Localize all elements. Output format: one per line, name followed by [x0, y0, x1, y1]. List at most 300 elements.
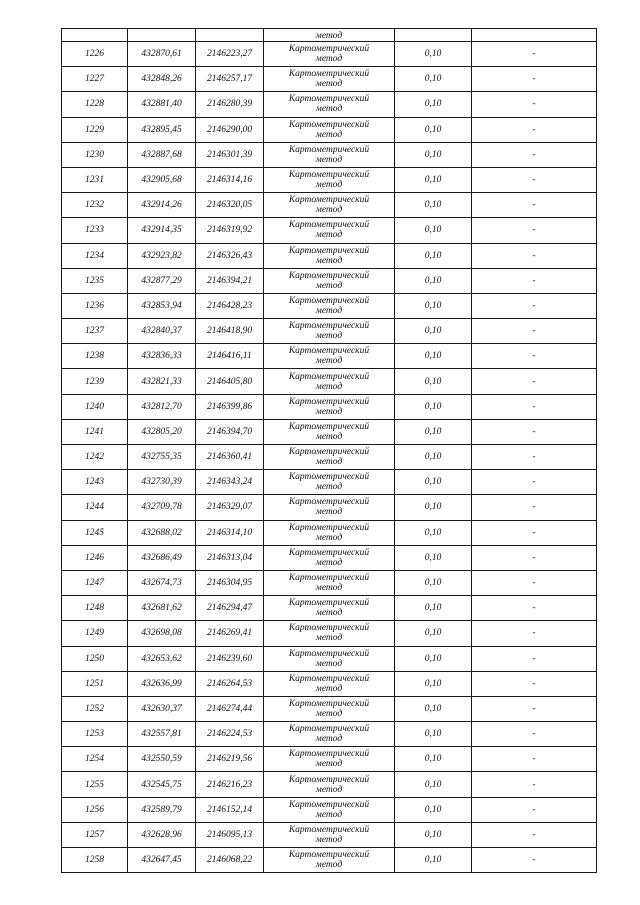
method-line1: Картометрический: [288, 824, 370, 835]
cell-accuracy: 0,10: [395, 495, 472, 520]
cell-x: [128, 29, 196, 42]
cell-description: -: [472, 545, 597, 570]
method-line1: Картометрический: [288, 195, 370, 206]
cell-y: 2146239,60: [196, 646, 264, 671]
cell-method: метод: [264, 29, 395, 42]
cell-y: 2146399,86: [196, 394, 264, 419]
cell-x: 432853,94: [128, 293, 196, 318]
method-line1: Картометрический: [288, 447, 370, 458]
cell-description: -: [472, 243, 597, 268]
table-row: [62, 344, 597, 369]
cell-y: 2146219,56: [196, 747, 264, 772]
method-line2: метод: [315, 683, 343, 694]
cell-method: [264, 167, 395, 192]
cell-x: 432905,68: [128, 167, 196, 192]
cell-num: 1257: [62, 822, 128, 847]
cell-num: 1246: [62, 545, 128, 570]
method-line2: метод: [315, 583, 343, 594]
cell-accuracy: 0,10: [395, 142, 472, 167]
method-line1: Картометрический: [288, 270, 370, 281]
cell-accuracy: 0,10: [395, 520, 472, 545]
cell-num: 1239: [62, 369, 128, 394]
method-line2: метод: [315, 154, 343, 165]
cell-x: 432550,59: [128, 747, 196, 772]
method-line2: метод: [315, 129, 343, 140]
cell-accuracy: 0,10: [395, 369, 472, 394]
cell-num: 1229: [62, 117, 128, 142]
cell-num: 1230: [62, 142, 128, 167]
cell-y: 2146095,13: [196, 822, 264, 847]
table-row: [62, 42, 597, 67]
method-line1: Картометрический: [288, 44, 370, 55]
cell-description: -: [472, 419, 597, 444]
cell-y: 2146290,00: [196, 117, 264, 142]
cell-method: [264, 520, 395, 545]
method-line1: Картометрический: [288, 673, 370, 684]
cell-accuracy: 0,10: [395, 293, 472, 318]
cell-x: 432870,61: [128, 42, 196, 67]
method-line2: метод: [315, 759, 343, 770]
cell-x: 432755,35: [128, 445, 196, 470]
cell-description: -: [472, 848, 597, 873]
cell-accuracy: 0,10: [395, 696, 472, 721]
cell-num: 1251: [62, 671, 128, 696]
cell-y: 2146152,14: [196, 797, 264, 822]
cell-method: [264, 419, 395, 444]
cell-x: 432895,45: [128, 117, 196, 142]
cell-num: 1228: [62, 92, 128, 117]
table-row: [62, 797, 597, 822]
method-line1: Картометрический: [288, 547, 370, 558]
cell-y: 2146314,10: [196, 520, 264, 545]
cell-y: 2146274,44: [196, 696, 264, 721]
method-line1: Картометрический: [288, 346, 370, 357]
cell-x: 432688,02: [128, 520, 196, 545]
method-line2: метод: [315, 406, 343, 417]
cell-description: -: [472, 92, 597, 117]
cell-description: -: [472, 797, 597, 822]
table-row: [62, 293, 597, 318]
cell-accuracy: 0,10: [395, 621, 472, 646]
method-line2: метод: [315, 305, 343, 316]
cell-y: 2146294,47: [196, 596, 264, 621]
cell-y: 2146216,23: [196, 772, 264, 797]
cell-accuracy: 0,10: [395, 545, 472, 570]
table-row: [62, 671, 597, 696]
cell-y: 2146257,17: [196, 67, 264, 92]
method-line2: метод: [315, 457, 343, 468]
cell-accuracy: 0,10: [395, 67, 472, 92]
method-line1: Картометрический: [288, 799, 370, 810]
cell-accuracy: 0,10: [395, 419, 472, 444]
cell-method: [264, 344, 395, 369]
method-line2: метод: [315, 809, 343, 820]
table-row: [62, 394, 597, 419]
cell-description: -: [472, 268, 597, 293]
cell-accuracy: 0,10: [395, 319, 472, 344]
cell-accuracy: 0,10: [395, 42, 472, 67]
method-line2: метод: [315, 633, 343, 644]
coordinates-table-body: [62, 29, 597, 873]
cell-num: 1231: [62, 167, 128, 192]
cell-x: 432681,62: [128, 596, 196, 621]
cell-method: [264, 747, 395, 772]
method-line2: метод: [315, 431, 343, 442]
cell-description: -: [472, 520, 597, 545]
cell-description: -: [472, 167, 597, 192]
cell-description: -: [472, 470, 597, 495]
method-line1: Картометрический: [288, 321, 370, 332]
cell-num: 1227: [62, 67, 128, 92]
cell-x: 432698,08: [128, 621, 196, 646]
cell-accuracy: 0,10: [395, 822, 472, 847]
cell-method: [264, 445, 395, 470]
cell-method: [264, 117, 395, 142]
table-row: [62, 596, 597, 621]
cell-accuracy: 0,10: [395, 445, 472, 470]
method-line2: метод: [315, 557, 343, 568]
cell-description: -: [472, 394, 597, 419]
cell-y: 2146326,43: [196, 243, 264, 268]
table-row: [62, 570, 597, 595]
cell-method: [264, 243, 395, 268]
method-line1: Картометрический: [288, 295, 370, 306]
cell-description: -: [472, 293, 597, 318]
cell-accuracy: 0,10: [395, 92, 472, 117]
cell-y: 2146301,39: [196, 142, 264, 167]
cell-y: 2146280,39: [196, 92, 264, 117]
cell-x: 432812,70: [128, 394, 196, 419]
method-line1: Картометрический: [288, 850, 370, 861]
cell-description: -: [472, 671, 597, 696]
cell-y: 2146418,90: [196, 319, 264, 344]
method-line2: метод: [315, 180, 343, 191]
cell-method: [264, 671, 395, 696]
table-row: [62, 419, 597, 444]
cell-num: 1252: [62, 696, 128, 721]
cell-accuracy: 0,10: [395, 470, 472, 495]
method-line2: метод: [315, 331, 343, 342]
table-row: [62, 495, 597, 520]
cell-x: 432805,20: [128, 419, 196, 444]
method-line1: Картометрический: [288, 522, 370, 533]
cell-accuracy: 0,10: [395, 117, 472, 142]
cell-description: -: [472, 646, 597, 671]
method-line1: Картометрический: [288, 497, 370, 508]
cell-x: 432630,37: [128, 696, 196, 721]
cell-accuracy: 0,10: [395, 344, 472, 369]
cell-method: [264, 722, 395, 747]
cell-x: 432836,33: [128, 344, 196, 369]
method-line1: Картометрический: [288, 69, 370, 80]
cell-accuracy: 0,10: [395, 193, 472, 218]
cell-y: 2146343,24: [196, 470, 264, 495]
cell-num: 1236: [62, 293, 128, 318]
cell-accuracy: 0,10: [395, 747, 472, 772]
method-line1: Картометрический: [288, 421, 370, 432]
cell-y: 2146068,22: [196, 848, 264, 873]
method-line1: Картометрический: [288, 371, 370, 382]
method-line2: метод: [315, 532, 343, 543]
cell-num: 1254: [62, 747, 128, 772]
cell-accuracy: 0,10: [395, 596, 472, 621]
cell-x: 432877,29: [128, 268, 196, 293]
cell-y: 2146313,04: [196, 545, 264, 570]
cell-description: -: [472, 193, 597, 218]
method-line2: метод: [315, 255, 343, 266]
method-line2: метод: [315, 482, 343, 493]
method-line1: Картометрический: [288, 94, 370, 105]
cell-num: 1250: [62, 646, 128, 671]
cell-num: 1256: [62, 797, 128, 822]
cell-method: [264, 495, 395, 520]
cell-num: 1234: [62, 243, 128, 268]
table-row: [62, 193, 597, 218]
cell-accuracy: 0,10: [395, 646, 472, 671]
cell-description: -: [472, 772, 597, 797]
cell-description: -: [472, 621, 597, 646]
table-row: [62, 696, 597, 721]
cell-y: 2146264,53: [196, 671, 264, 696]
method-line1: Картометрический: [288, 749, 370, 760]
cell-method: [264, 646, 395, 671]
method-line1: Картометрический: [288, 170, 370, 181]
cell-num: 1226: [62, 42, 128, 67]
table-row: [62, 545, 597, 570]
cell-x: 432914,26: [128, 193, 196, 218]
cell-method: [264, 319, 395, 344]
cell-method: [264, 92, 395, 117]
cell-description: [472, 29, 597, 42]
cell-x: 432589,79: [128, 797, 196, 822]
cell-num: 1245: [62, 520, 128, 545]
cell-accuracy: 0,10: [395, 268, 472, 293]
cell-method: [264, 570, 395, 595]
cell-description: -: [472, 117, 597, 142]
cell-accuracy: 0,10: [395, 243, 472, 268]
method-line1: Картометрический: [288, 623, 370, 634]
cell-x: 432674,73: [128, 570, 196, 595]
cell-method: [264, 293, 395, 318]
table-row: [62, 470, 597, 495]
cell-accuracy: 0,10: [395, 722, 472, 747]
cell-description: -: [472, 696, 597, 721]
cell-x: 432545,75: [128, 772, 196, 797]
cell-description: -: [472, 319, 597, 344]
cell-accuracy: 0,10: [395, 848, 472, 873]
cell-method: [264, 218, 395, 243]
table-row: [62, 520, 597, 545]
cell-method: [264, 696, 395, 721]
method-line2: метод: [315, 834, 343, 845]
cell-x: 432914,35: [128, 218, 196, 243]
cell-num: 1244: [62, 495, 128, 520]
cell-description: -: [472, 570, 597, 595]
method-line2: метод: [315, 205, 343, 216]
method-line2: метод: [315, 658, 343, 669]
cell-y: 2146329,07: [196, 495, 264, 520]
table-row: [62, 117, 597, 142]
cell-y: 2146394,21: [196, 268, 264, 293]
cell-y: 2146304,95: [196, 570, 264, 595]
cell-num: 1249: [62, 621, 128, 646]
cell-accuracy: 0,10: [395, 218, 472, 243]
cell-x: 432686,49: [128, 545, 196, 570]
cell-method: [264, 848, 395, 873]
table-row: [62, 142, 597, 167]
table-row: [62, 167, 597, 192]
cell-description: -: [472, 369, 597, 394]
table-row: [62, 848, 597, 873]
cell-x: 432557,81: [128, 722, 196, 747]
cell-num: 1255: [62, 772, 128, 797]
cell-y: 2146224,53: [196, 722, 264, 747]
cell-num: 1258: [62, 848, 128, 873]
table-row: [62, 268, 597, 293]
method-line1: Картометрический: [288, 573, 370, 584]
table-row: [62, 92, 597, 117]
cell-num: 1247: [62, 570, 128, 595]
method-line1: Картометрический: [288, 396, 370, 407]
method-line2: метод: [315, 507, 343, 518]
cell-method: [264, 822, 395, 847]
method-line2: метод: [315, 381, 343, 392]
table-row: [62, 243, 597, 268]
table-row: [62, 369, 597, 394]
method-line2: метод: [315, 608, 343, 619]
cell-method: [264, 42, 395, 67]
cell-num: 1240: [62, 394, 128, 419]
cell-num: 1237: [62, 319, 128, 344]
cell-num: 1248: [62, 596, 128, 621]
cell-y: 2146405,80: [196, 369, 264, 394]
method-line1: Картометрический: [288, 598, 370, 609]
cell-x: 432647,45: [128, 848, 196, 873]
cell-num: 1233: [62, 218, 128, 243]
cell-x: 432848,26: [128, 67, 196, 92]
cell-x: 432887,68: [128, 142, 196, 167]
cell-x: 432840,37: [128, 319, 196, 344]
cell-y: 2146428,23: [196, 293, 264, 318]
method-line1: Картометрический: [288, 774, 370, 785]
cell-x: 432923,82: [128, 243, 196, 268]
cell-x: 432730,39: [128, 470, 196, 495]
cell-description: -: [472, 822, 597, 847]
table-row: [62, 772, 597, 797]
cell-accuracy: [395, 29, 472, 42]
table-row: [62, 621, 597, 646]
cell-method: [264, 545, 395, 570]
method-line2: метод: [315, 734, 343, 745]
table-row: [62, 218, 597, 243]
table-row: [62, 722, 597, 747]
cell-accuracy: 0,10: [395, 570, 472, 595]
cell-description: -: [472, 722, 597, 747]
cell-accuracy: 0,10: [395, 671, 472, 696]
cell-x: 432628,96: [128, 822, 196, 847]
method-line2: метод: [315, 230, 343, 241]
cell-accuracy: 0,10: [395, 394, 472, 419]
cell-num: 1235: [62, 268, 128, 293]
cell-method: [264, 369, 395, 394]
cell-method: [264, 67, 395, 92]
table-row: [62, 646, 597, 671]
cell-y: 2146394,70: [196, 419, 264, 444]
cell-y: 2146223,27: [196, 42, 264, 67]
cell-description: -: [472, 495, 597, 520]
method-line1: Картометрический: [288, 648, 370, 659]
cell-num: 1253: [62, 722, 128, 747]
cell-num: 1242: [62, 445, 128, 470]
cell-method: [264, 596, 395, 621]
cell-description: -: [472, 142, 597, 167]
cell-method: [264, 470, 395, 495]
method-line2: метод: [315, 784, 343, 795]
table-row: [62, 445, 597, 470]
cell-accuracy: 0,10: [395, 772, 472, 797]
cell-num: 1243: [62, 470, 128, 495]
cell-x: 432881,40: [128, 92, 196, 117]
cell-num: 1232: [62, 193, 128, 218]
cell-description: -: [472, 445, 597, 470]
cell-y: 2146269,41: [196, 621, 264, 646]
method-line2: метод: [315, 708, 343, 719]
method-line2: метод: [315, 280, 343, 291]
cell-method: [264, 268, 395, 293]
method-line2: метод: [315, 79, 343, 90]
table-row: [62, 747, 597, 772]
cell-description: -: [472, 218, 597, 243]
cell-description: -: [472, 67, 597, 92]
method-line1: Картометрический: [288, 119, 370, 130]
cell-y: [196, 29, 264, 42]
cell-method: [264, 142, 395, 167]
method-line2: метод: [315, 104, 343, 115]
cell-method: [264, 193, 395, 218]
cell-y: 2146319,92: [196, 218, 264, 243]
cell-description: -: [472, 42, 597, 67]
cell-y: 2146320,05: [196, 193, 264, 218]
coordinates-table: [61, 28, 597, 873]
method-line2: метод: [315, 356, 343, 367]
method-line1: Картометрический: [288, 144, 370, 155]
cell-x: 432709,78: [128, 495, 196, 520]
cell-method: [264, 394, 395, 419]
cell-x: 432636,99: [128, 671, 196, 696]
cell-x: 432821,33: [128, 369, 196, 394]
cell-method: [264, 621, 395, 646]
table-row-partial: [62, 29, 597, 42]
cell-num: [62, 29, 128, 42]
method-line1: Картометрический: [288, 472, 370, 483]
cell-y: 2146416,11: [196, 344, 264, 369]
cell-description: -: [472, 747, 597, 772]
cell-method: [264, 772, 395, 797]
table-row: [62, 822, 597, 847]
cell-num: 1241: [62, 419, 128, 444]
cell-num: 1238: [62, 344, 128, 369]
method-line2: метод: [315, 860, 343, 871]
cell-x: 432653,62: [128, 646, 196, 671]
table-row: [62, 67, 597, 92]
cell-y: 2146360,41: [196, 445, 264, 470]
cell-y: 2146314,16: [196, 167, 264, 192]
cell-method: [264, 797, 395, 822]
table-row: [62, 319, 597, 344]
cell-accuracy: 0,10: [395, 167, 472, 192]
method-line1: Картометрический: [288, 724, 370, 735]
cell-accuracy: 0,10: [395, 797, 472, 822]
